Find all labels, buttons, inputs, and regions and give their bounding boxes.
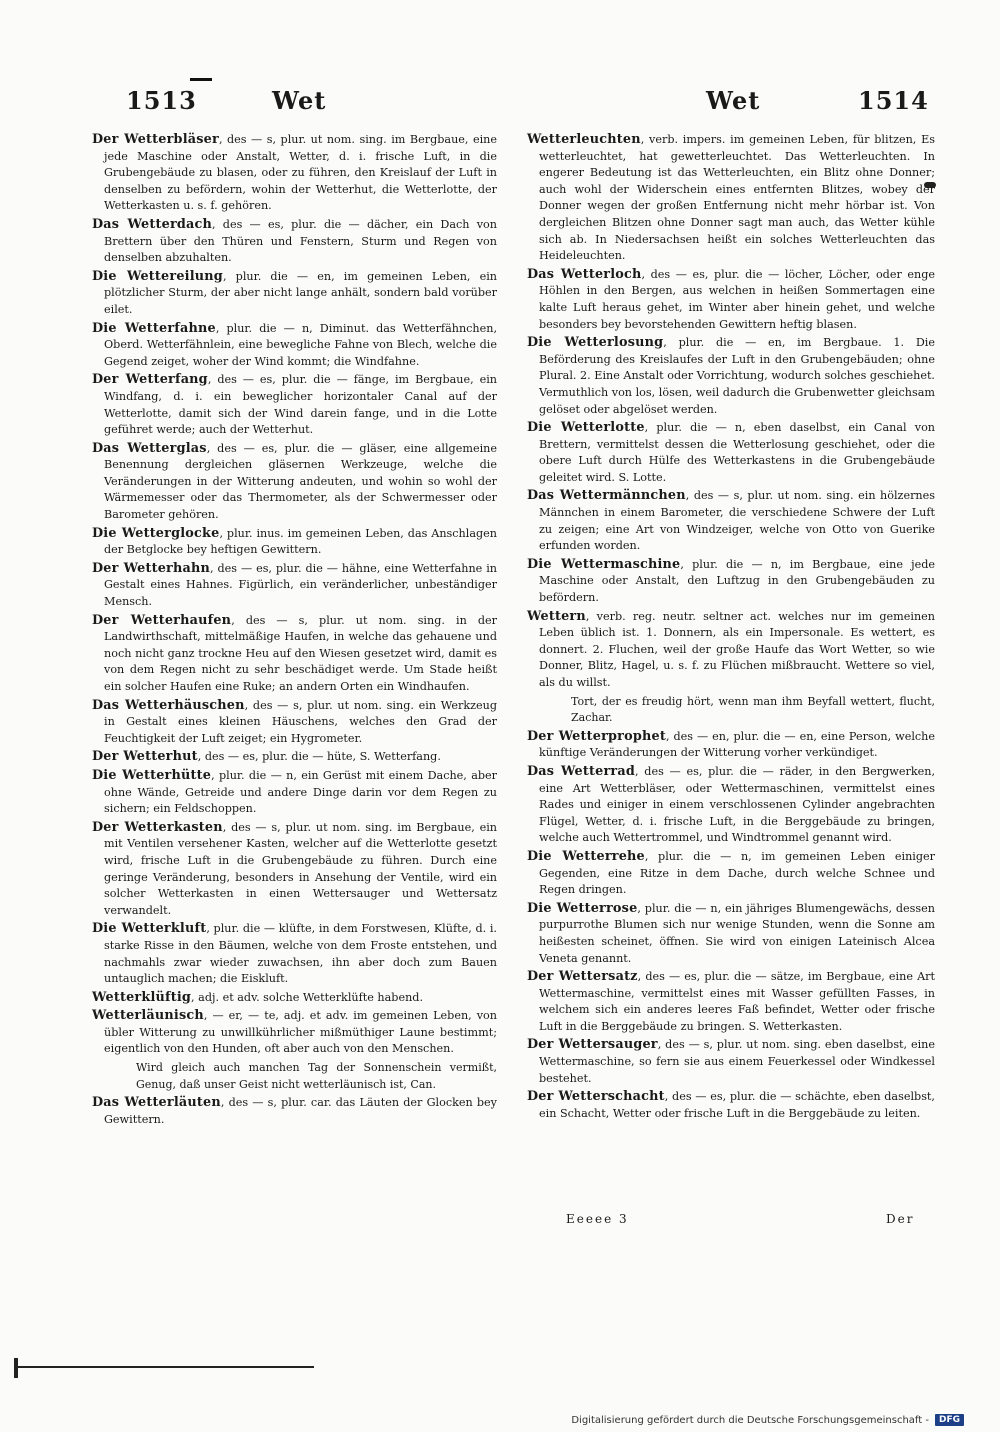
headword: Der Wetterprophet <box>527 728 666 744</box>
definition: , verb. reg. neutr. seltner act. welches nur im gemeinen Leben üblich ist. 1. Donnern, als ein Impersonale. Es wettert, es donnert. 2. Fluchen, weil der große Haufe das Wort Wetter, so wie Donner, Blitz, Hagel, u. s. f. zu Flüchen mißbraucht. Wettere so viel, als du willst. <box>539 609 935 689</box>
headword: Das Wettermännchen <box>527 488 686 504</box>
entry <box>92 1008 497 1058</box>
signature-mark: Eeeee 3 <box>566 1212 629 1226</box>
definition: , plur. die — n, im gemeinen Leben einiger Gegenden, eine Ritze in dem Dache, durch welche Schnee und Regen dringen. <box>539 849 935 897</box>
entry <box>92 217 497 267</box>
headword: Die Wettermaschine <box>527 556 681 572</box>
entry <box>92 269 497 319</box>
entry <box>92 698 497 748</box>
entry <box>92 820 497 920</box>
definition: , plur. die — n, eben daselbst, ein Canal von Brettern, vermittelst dessen die Wetterlosung geschiehet, oder die obere Luft durch Hülfe des Wetterkastens in die Grubengebäude geleitet wird. S. Lotte. <box>539 421 936 484</box>
headword: Wetterleuchten <box>527 132 641 147</box>
headword: Die Wetterglocke <box>92 525 220 541</box>
headword: Die Wetterrehe <box>527 848 645 864</box>
entry <box>92 526 497 559</box>
entry <box>92 749 497 766</box>
right-running-title: Wet <box>706 86 761 115</box>
headword: Der Wetterfang <box>92 372 208 388</box>
definition: , des — es, plur. die — löcher, Löcher, oder enge Höhlen in den Bergen, aus welchen in heißen Sommertagen eine kalte Luft heraus gehet, im Winter aber hinein gehet, und welche besonders bey bevorstehenden Gewittern heftig blasen. <box>539 267 935 331</box>
headword: Die Wetterrose <box>527 900 638 916</box>
entry <box>527 764 935 847</box>
entry <box>92 613 497 696</box>
headword: Das Wetterdach <box>92 216 213 232</box>
entry <box>527 335 935 418</box>
entry <box>527 729 935 762</box>
definition: , plur. die — en, im gemeinen Leben, ein plötzlicher Sturm, der aber nicht lange anhält, sondern bald vorüber eilet. <box>104 269 498 316</box>
definition: , des — s, plur. car. das Läuten der Glocken bey Gewittern. <box>104 1096 497 1126</box>
definition: , des — en, plur. die — en, eine Person, welche künftige Veränderungen der Witterung vorher verkündiget. <box>539 729 935 760</box>
catchword: Der <box>886 1212 915 1226</box>
definition: , plur. die — en, im Bergbaue. 1. Die Beförderung des Kreislaufes der Luft in den Grubengebäuden; ohne Plural. 2. Eine Anstalt oder Vorrichtung, wodurch solches geschiehet. Vermuthlich von los, lösen, weil dadurch die Grubenwetter gleichsam gelöset oder abgelöset werden. <box>539 336 936 416</box>
headword: Die Wetterlotte <box>527 420 645 436</box>
definition: , des — s, plur. ut nom. sing. ein Werkzeug in Gestalt eines kleinen Häuschens, welches den Grad der Feuchtigkeit der Luft zeiget; ein Hygrometer. <box>104 698 497 745</box>
headword: Das Wetterhäuschen <box>92 697 245 713</box>
right-column <box>527 132 935 1124</box>
headword: Wetterklüftig <box>92 989 192 1005</box>
definition: , plur. die — n, ein Gerüst mit einem Dache, aber ohne Wände, Getreide und andere Dinge darin vor dem Regen zu sichern; ein Feldschoppen. <box>104 768 497 816</box>
entry <box>527 849 935 899</box>
headword: Der Wetterhaufen <box>92 612 232 628</box>
definition: , des — s, plur. ut nom. sing. im Bergbaue, eine jede Maschine oder Anstalt, Wetter, d. i. frische Luft, in die Grubengebäude zu blasen, oder zu führen, den Kreislauf der Luft in denselben zu befördern, wohin der Wetterhut, die Wetterlotte, der Wetterkasten u. s. f. gehören. <box>104 133 497 213</box>
entry <box>92 441 497 524</box>
headword: Das Wetterrad <box>527 763 635 779</box>
dfg-logo: DFG <box>935 1414 964 1426</box>
headword: Wetterläunisch <box>92 1008 204 1024</box>
entry <box>92 768 497 818</box>
entry <box>527 420 935 486</box>
entry <box>92 1095 497 1128</box>
scan-edge-rule <box>14 1366 314 1368</box>
headword: Die Wetterfahne <box>92 320 216 336</box>
entry <box>92 921 497 987</box>
entry <box>527 488 935 554</box>
entry <box>527 969 935 1035</box>
definition: , des — es, plur. die — gläser, eine allgemeine Benennung dergleichen gläsernen Werkzeuge, welche die Veränderungen in der Witterung andeuten, und wohin so wohl der Wärmemesser oder das Thermometer, als der Schwermesser oder Barometer gehören. <box>104 441 497 522</box>
headword: Der Wetterhut <box>92 749 198 765</box>
headword: Das Wetterglas <box>92 440 207 456</box>
entry <box>527 1089 935 1122</box>
entry <box>527 132 935 265</box>
headword: Die Wetterhütte <box>92 767 212 783</box>
definition: , plur. inus. im gemeinen Leben, das Anschlagen der Betglocke bey heftigen Gewittern. <box>104 526 497 557</box>
left-page-number: 1513 <box>126 86 197 115</box>
scan-edge-mark <box>14 1358 18 1378</box>
headword: Der Wettersatz <box>527 969 638 985</box>
entry <box>92 321 497 371</box>
headword: Der Wettersauger <box>527 1037 658 1053</box>
definition: , adj. et adv. solche Wetterklüfte habend. <box>191 990 424 1004</box>
headword: Die Wettereilung <box>92 268 223 284</box>
definition: , — er, — te, adj. et adv. im gemeinen Leben, von übler Witterung zu unwillkührlicher mißmüthiger Laune bestimmt; eigentlich von den Hunden, oft aber auch von den Menschen. <box>104 1009 497 1056</box>
header-dash <box>190 78 212 81</box>
headword: Der Wetterkasten <box>92 819 223 835</box>
headword: Das Wetterläuten <box>92 1095 221 1111</box>
quotation: Tort, der es freudig hört, wenn man ihm Beyfall wettert, flucht, Zachar. <box>571 694 935 725</box>
definition: , des — es, plur. die — hähne, eine Wetterfahne in Gestalt eines Hahnes. Figürlich, ein veränderlicher, unbeständiger Mensch. <box>104 561 497 609</box>
definition: , plur. die — klüfte, in dem Forstwesen, Klüfte, d. i. starke Risse in den Bäumen, welche von dem Froste entstehen, und nachmahls zwar wieder zuwachsen, ihn aber doch zum Bauen untauglich machen; die Eiskluft. <box>104 922 497 986</box>
definition: , plur. die — n, im Bergbaue, eine jede Maschine oder Anstalt, den Luftzug in den Grubengebäuden zu befördern. <box>539 557 935 605</box>
definition: , des — es, plur. die — dächer, ein Dach von Brettern über den Thüren und Fenstern, Sturm und Regen von denselben abzuhalten. <box>104 217 497 265</box>
headword: Wettern <box>527 608 586 624</box>
right-page-number: 1514 <box>858 86 929 115</box>
headword: Der Wetterhahn <box>92 560 210 576</box>
definition: , des — s, plur. ut nom. sing. im Bergbaue, ein mit Ventilen versehener Kasten, welcher auf die Wetterlotte gesetzt wird, frische Luft in die Grubengebäude zu führen. Durch eine geringe Veränderung, besonders in Ansehung der Ventile, wird ein solcher Wetterkasten in einen Wettersauger und Wettersatz verwandelt. <box>104 820 497 917</box>
left-column <box>92 132 497 1130</box>
headword: Die Wetterkluft <box>92 921 207 937</box>
headword: Die Wetterlosung <box>527 335 664 351</box>
entry <box>92 561 497 611</box>
entry <box>92 372 497 438</box>
definition: , verb. impers. im gemeinen Leben, für blitzen, Es wetterleuchtet, hat gewetterleuchtet. Das Wetterleuchten. In engerer Bedeutung ist das Wetterleuchten, ein Blitz ohne Donner; auch wohl der Widerschein eines entfernten Blitzes, wobey der Donner wegen der großen Entfernung nicht mehr hörbar ist. Von dergleichen Blitzen ohne Donner sagt man auch, das Wetter kühle sich ab. In Niedersachsen heißt ein solches Wetterleuchten das Heideleuchten. <box>539 133 935 263</box>
digitization-footer <box>571 1414 964 1426</box>
headword: Der Wetterbläser <box>92 132 219 147</box>
definition: , des — es, plur. die — hüte, S. Wetterfang. <box>197 750 441 764</box>
entry <box>527 609 935 692</box>
entry <box>92 132 497 215</box>
entry <box>527 1037 935 1087</box>
definition: , des — es, plur. die — räder, in den Bergwerken, eine Art Wetterbläser, oder Wettermaschinen, vermittelst eines Rades und einiger in einem verschlossenen Cylinder angebrachten Flügel, Wetter, d. i. frische Luft, in die Berggebäude zu bringen, welche auch Wettertrommel, und Windtrommel genannt wird. <box>539 764 936 845</box>
entry <box>92 990 497 1007</box>
definition: , plur. die — n, Diminut. das Wetterfähnchen, Oberd. Wetterfähnlein, eine bewegliche Fahne von Blech, welche die Gegend zeiget, woher der Wind kommt; die Windfahne. <box>104 321 498 368</box>
headword: Das Wetterloch <box>527 266 642 282</box>
entry <box>527 901 935 967</box>
definition: , des — es, plur. die — schächte, eben daselbst, ein Schacht, Wetter oder frische Luft in die Berggebäude zu leiten. <box>539 1090 935 1120</box>
left-running-title: Wet <box>272 86 327 115</box>
entry <box>527 267 935 333</box>
definition: , plur. die — n, ein jähriges Blumengewächs, dessen purpurrothe Blumen sich nur wenige Stunden, wenn die Sonne am heißesten scheinet, öffnen. Sie wird von einigen Lateinisch Alcea Veneta genannt. <box>539 901 935 965</box>
entry <box>527 557 935 607</box>
definition: , des — s, plur. ut nom. sing. in der Landwirthschaft, mittelmäßige Haufen, in welche das gehauene und noch nicht ganz trockne Heu auf den Wiesen gesetzet wird, damit es von dem Regen nicht zu sehr beschädiget werde. Um Stade heißt ein solcher Haufen eine Ruke; an andern Orten ein Windhaufen. <box>104 613 497 693</box>
definition: , des — es, plur. die — fänge, im Bergbaue, ein Windfang, d. i. ein beweglicher horizontaler Canal auf der Wetterlotte, damit sich der Wind darein fange, und in die Lotte geführet werde; auch der Wetterhut. <box>104 373 497 437</box>
definition: , des — es, plur. die — sätze, im Bergbaue, eine Art Wettermaschine, vermittelst eines mit Wasser gefüllten Fasses, in welchem sich ein anderes leeres Faß befindet, Wetter oder frische Luft in die Berggebäude zu bringen. S. Wetterkasten. <box>539 970 935 1033</box>
definition: , des — s, plur. ut nom. sing. eben daselbst, eine Wettermaschine, so fern sie aus einem Feuerkessel oder Windkessel bestehet. <box>539 1038 936 1085</box>
quotation: Wird gleich auch manchen Tag der Sonnenschein vermißt, Genug, daß unser Geist nicht wetterläunisch ist, Can. <box>136 1061 497 1091</box>
definition: , des — s, plur. ut nom. sing. ein hölzernes Männchen in einem Barometer, die verschiedene Schwere der Luft zu zeigen; eine Art von Windzeiger, welche von Otto von Guerike erfunden worden. <box>539 489 935 553</box>
headword: Der Wetterschacht <box>527 1089 665 1105</box>
footer-credit: Digitalisierung gefördert durch die Deutsche Forschungsgemeinschaft - <box>571 1414 929 1426</box>
